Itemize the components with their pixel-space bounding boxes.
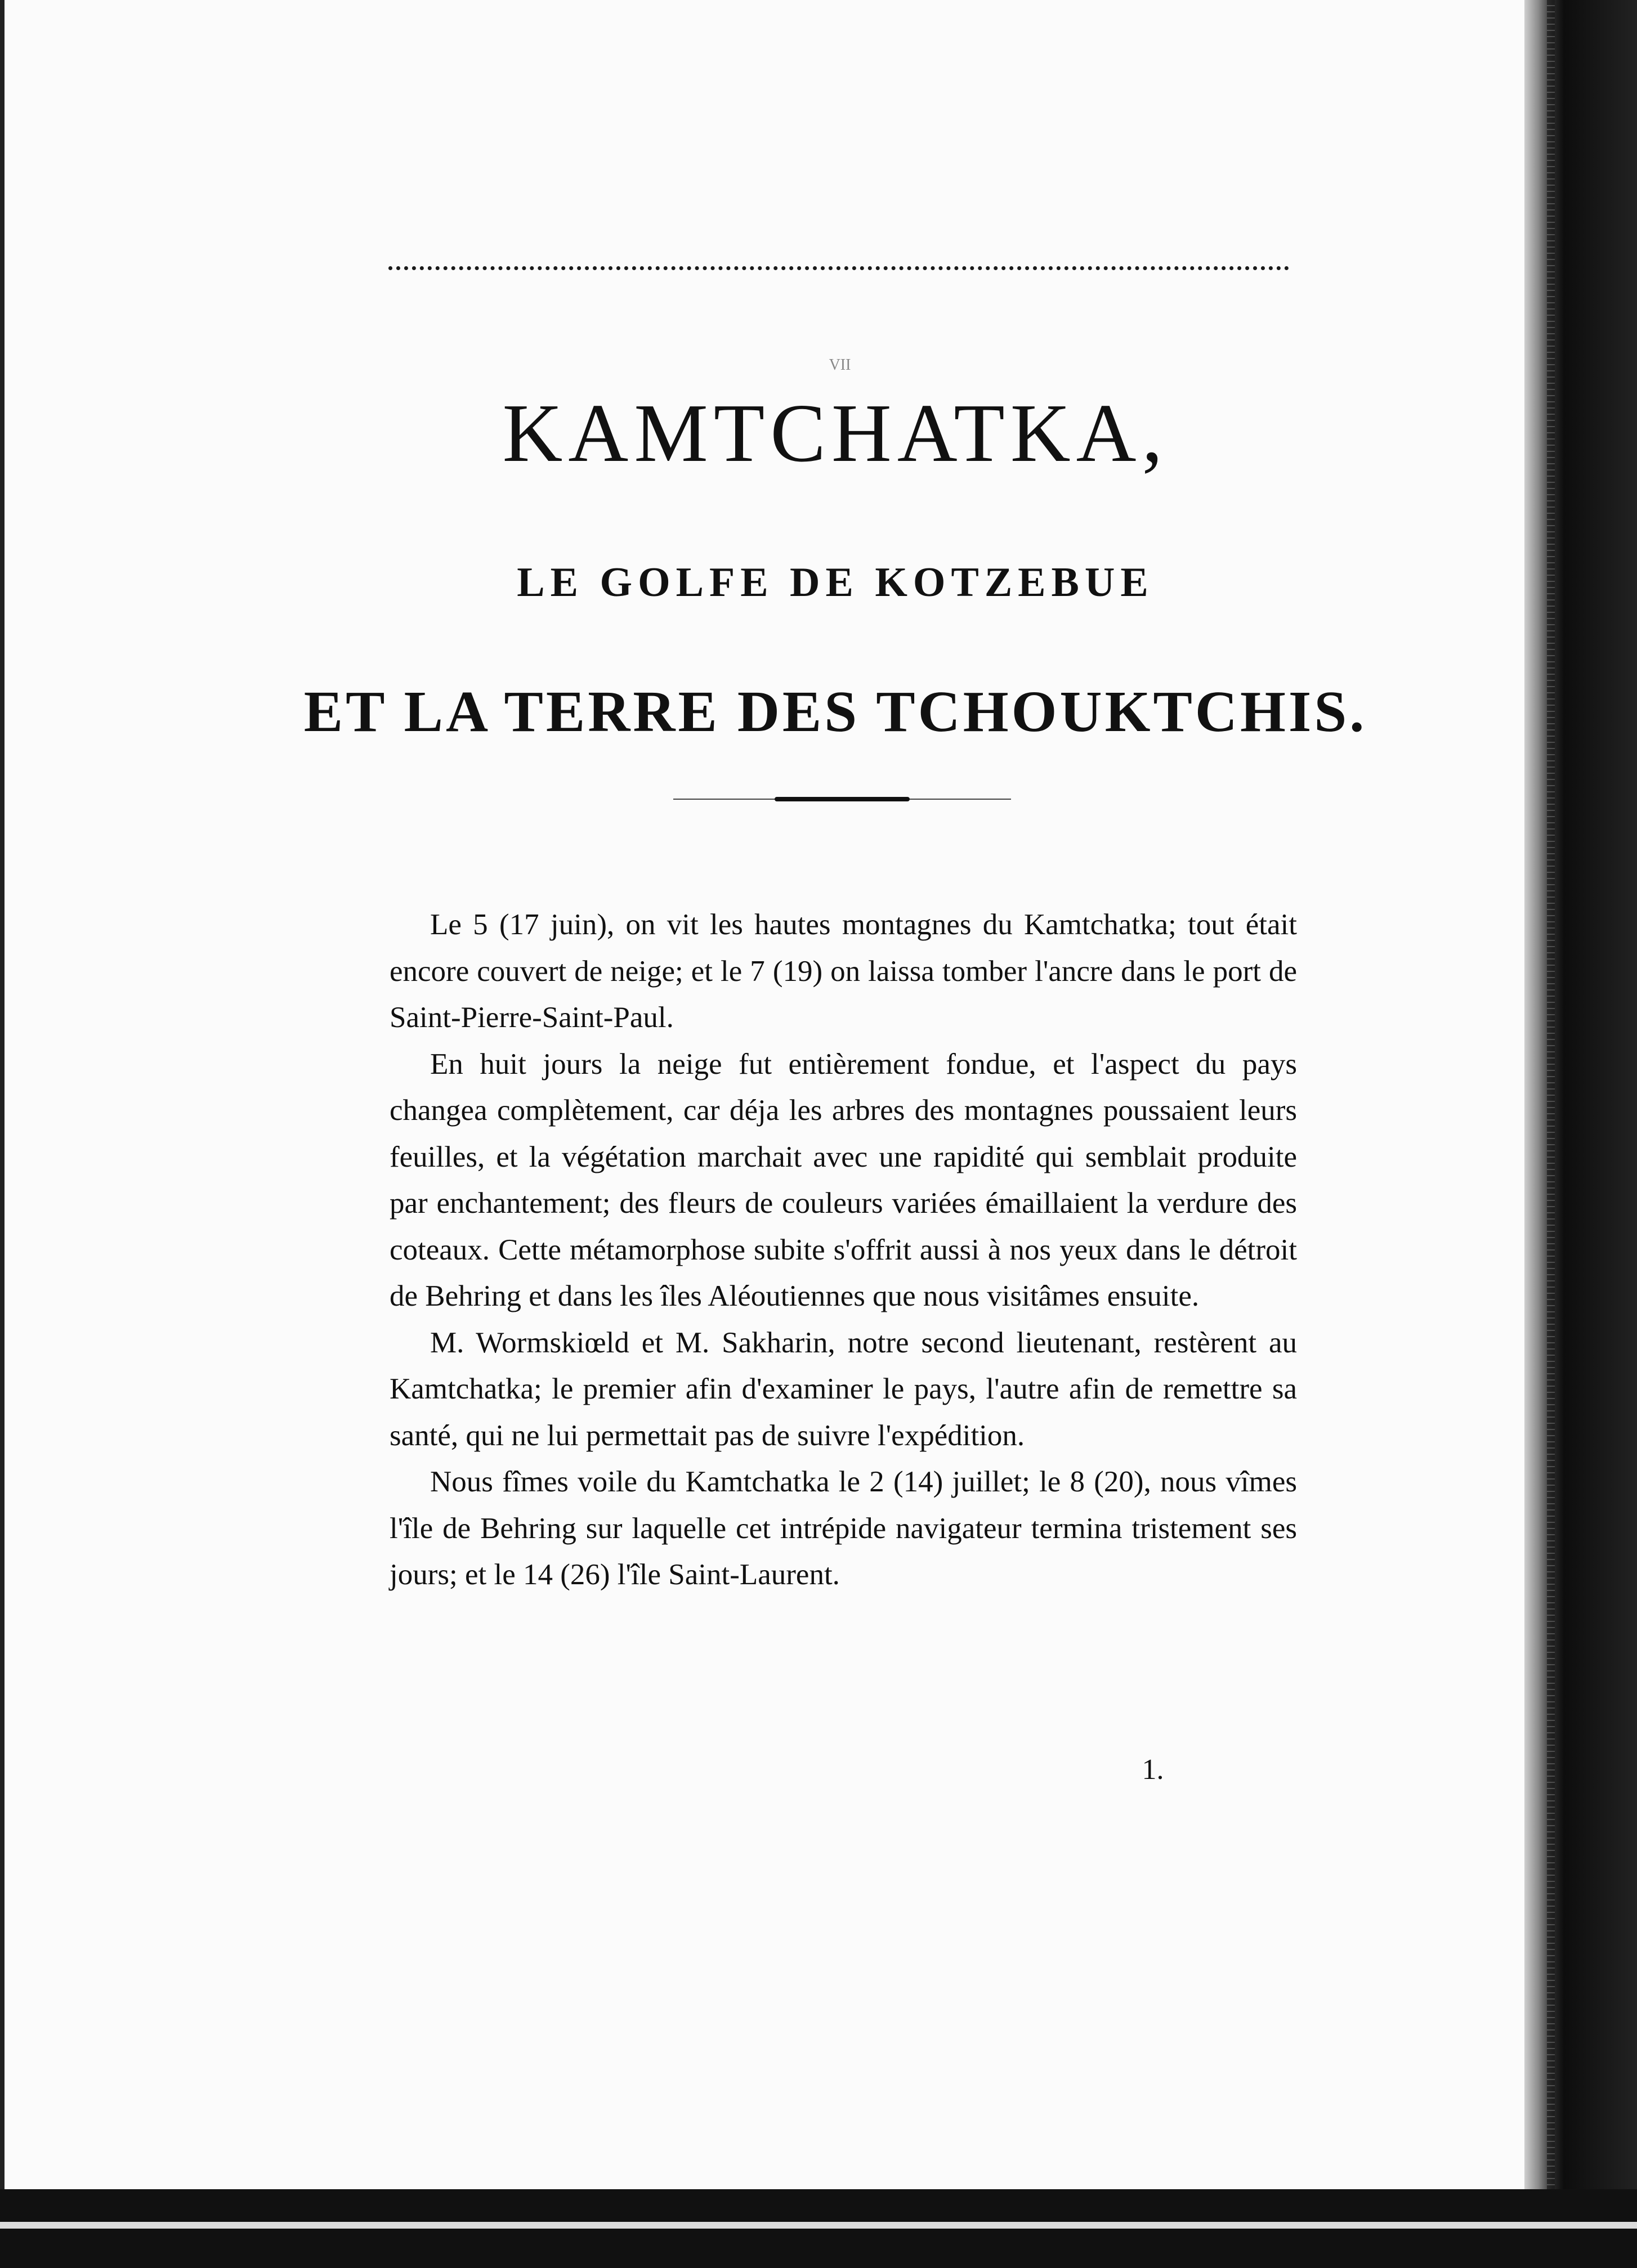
chapter-title: KAMTCHATKA, (502, 387, 1169, 479)
paragraph: Nous fîmes voile du Kamtchatka le 2 (14) juillet; le 8 (20), nous vîmes l'île de Behring sur laquelle cet intrépide navigateur termina tristement ses jours; et le 14 (26) l'île Saint-Laurent. (390, 1465, 1297, 1591)
chapter-subtitle-line-2: ET LA TERRE DES TCHOUKTCHIS. (303, 679, 1367, 744)
signature-mark: VII (829, 356, 851, 374)
body-text (390, 902, 1297, 1598)
ornamental-swell-rule (673, 795, 1011, 803)
chapter-subtitle-line-1: LE GOLFE DE KOTZEBUE (517, 559, 1154, 606)
scan-right-border (1524, 0, 1637, 2268)
paragraph: En huit jours la neige fut entièrement fondue, et l'aspect du pays changea complètement, car déja les arbres des montagnes poussaient leurs feuilles, et la végétation marchait avec une rapidité qui semblait produite par enchantement; des fleurs de couleurs variées émaillaient la verdure des coteaux. Cette métamorphose subite s'offrit aussi à nos yeux dans le détroit de Behring et dans les îles Aléoutiennes que nous visitâmes ensuite. (390, 1047, 1297, 1312)
scan-left-border (0, 0, 5, 2189)
paragraph: Le 5 (17 juin), on vit les hautes montagnes du Kamtchatka; tout était encore couvert de neige; et le 7 (19) on laissa tomber l'ancre dans le port de Saint-Pierre-Saint-Paul. (390, 908, 1297, 1034)
paragraph: M. Wormskiœld et M. Sakharin, notre second lieutenant, restèrent au Kamtchatka; le premier afin d'examiner le pays, l'autre afin de remettre sa santé, qui ne lui permettait pas de suivre l'expédition. (390, 1326, 1297, 1452)
page-stack-edge (1547, 0, 1555, 2268)
scan-bottom-gap (0, 2222, 1637, 2229)
dotted-rule (388, 266, 1289, 270)
swell-rule-thick-center (775, 797, 910, 801)
folio-signature: 1. (1142, 1754, 1164, 1786)
scan-bottom-border (0, 2189, 1637, 2268)
